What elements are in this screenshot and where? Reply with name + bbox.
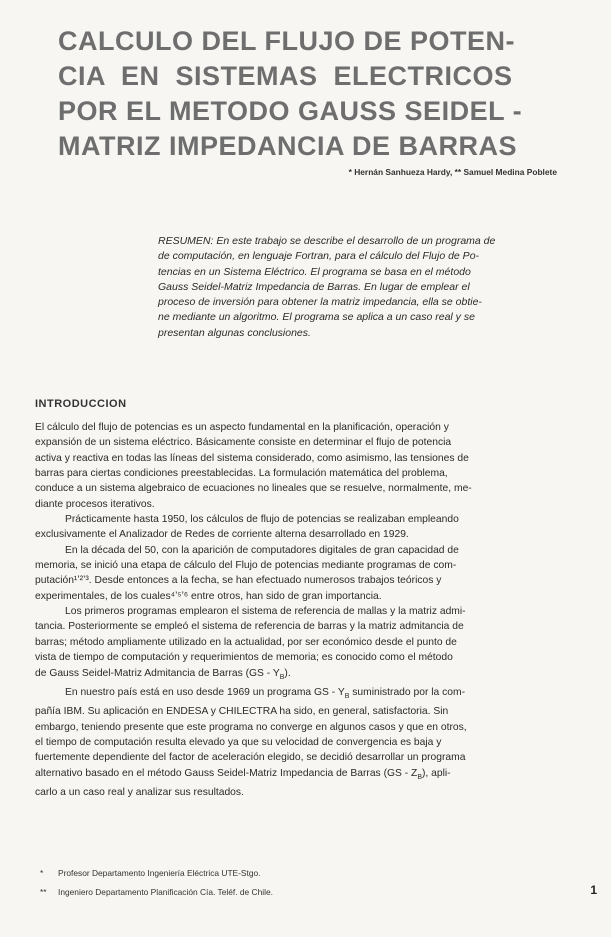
body-line: putación¹ʼ²ʼ³. Desde entonces a la fecha, se han efectuado numerosos trabajos teóricos y xyxy=(35,575,442,587)
abstract-line: RESUMEN: En este trabajo se describe el desarrollo de un programa de xyxy=(158,235,496,247)
body-line: El cálculo del flujo de potencias es un aspecto fundamental en la planificación, operación y xyxy=(35,422,449,433)
body-line: experimentales, de los cuales⁴ʼ⁵ʼ⁶ entre otros, han sido de gran importancia. xyxy=(35,590,382,602)
section-heading-introduccion: INTRODUCCION xyxy=(35,398,127,410)
paper-title xyxy=(58,24,558,164)
body-line: carlo a un caso real y analizar sus resultados. xyxy=(35,787,244,799)
body-line: barras; método ampliamente utilizado en la actualidad, por ser económico desde el punto de xyxy=(35,636,457,648)
footnotes xyxy=(40,864,273,902)
body-line: Los primeros programas emplearon el sistema de referencia de mallas y la matriz admi- xyxy=(65,606,466,618)
footnote-mark: * xyxy=(40,868,44,878)
page-number: 1 xyxy=(590,883,597,897)
abstract-line: proceso de inversión para obtener la matriz impedancia, ella se obtie- xyxy=(158,296,482,309)
abstract-line: ne mediante un algoritmo. El programa se aplica a un caso real y se xyxy=(158,311,475,324)
body-line: embargo, teniendo presente que este programa no converge en algunos casos y que en otros, xyxy=(35,721,467,733)
body-line: Prácticamente hasta 1950, los cálculos de flujo de potencias se realizaban empleando xyxy=(65,514,459,526)
title-line: POR EL METODO GAUSS SEIDEL - xyxy=(58,96,523,126)
authors-line: * Hernán Sanhueza Hardy, ** Samuel Medina Poblete xyxy=(348,167,557,177)
abstract-line: Gauss Seidel-Matriz Impedancia de Barras. En lugar de emplear el xyxy=(158,280,470,293)
title-line: CALCULO DEL FLUJO DE POTEN- xyxy=(58,26,516,56)
body-line: de Gauss Seidel-Matriz Admitancia de Barras $(GS - Y_B)$. xyxy=(35,667,291,681)
footnote-text: Ingeniero Departamento Planificación Cía. Teléf. de Chile. xyxy=(58,887,273,897)
body-line: expansión de un sistema eléctrico. Básicamente consiste en determinar el flujo de potencia xyxy=(35,437,452,449)
body-line: activa y reactiva en todas las líneas del sistema considerado, como asimismo, las tensiones de xyxy=(35,452,469,464)
body-line: fuertemente dependiente del factor de aceleración elegido, se decidió desarrollar un programa xyxy=(35,752,466,764)
footnote-text: Profesor Departamento Ingeniería Eléctrica UTE-Stgo. xyxy=(58,868,261,878)
title-line: MATRIZ IMPEDANCIA DE BARRAS xyxy=(58,131,517,161)
body-line: conduce a un sistema algebraico de ecuaciones no lineales que se resuelve, normalmente, me- xyxy=(35,483,472,495)
title-line: CIA EN SISTEMAS ELECTRICOS xyxy=(58,61,513,91)
footnote xyxy=(40,883,273,902)
body-line: alternativo basado en el método Gauss Seidel-Matriz Impedancia de Barras $(GS - Z_B)$, apli- xyxy=(35,767,451,781)
body-line: vista de tiempo de computación y requerimientos de memoria; es conocido como el método xyxy=(35,652,453,664)
abstract-line: de computación, en lenguaje Fortran, para el cálculo del Flujo de Po- xyxy=(158,250,480,263)
footnote-mark: ** xyxy=(40,887,47,897)
body-line: diante procesos iterativos. xyxy=(35,498,155,510)
abstract xyxy=(158,234,566,341)
body-line: exclusivamente el Analizador de Redes de corriente alterna desarrollado en 1929. xyxy=(35,529,409,541)
footnote xyxy=(40,864,273,883)
abstract-line: presentan algunas conclusiones. xyxy=(158,326,311,339)
body-line: barras para ciertas condiciones preestablecidas. La formulación matemática del problema, xyxy=(35,468,448,480)
body-line: memoria, se inició una etapa de cálculo del Flujo de potencias mediante programas de com- xyxy=(35,560,457,572)
body-line: En nuestro país está en uso desde 1969 un programa GS - $Y_B$ suministrado por la com- xyxy=(65,686,465,700)
body-line: tancia. Posteriormente se empleó el sistema de referencia de barras y la matriz admitancia de xyxy=(35,621,464,633)
body-line: En la década del 50, con la aparición de computadores digitales de gran capacidad de xyxy=(65,544,459,556)
body-line: el tiempo de computación resulta elevado ya que su velocidad de convergencia es baja y xyxy=(35,736,442,748)
body-line: pañía IBM. Su aplicación en ENDESA y CHILECTRA ha sido, en general, satisfactoria. Sin xyxy=(35,706,449,718)
abstract-line: tencias en un Sistema Eléctrico. El programa se basa en el método xyxy=(158,265,471,278)
introduction-body xyxy=(35,420,571,800)
